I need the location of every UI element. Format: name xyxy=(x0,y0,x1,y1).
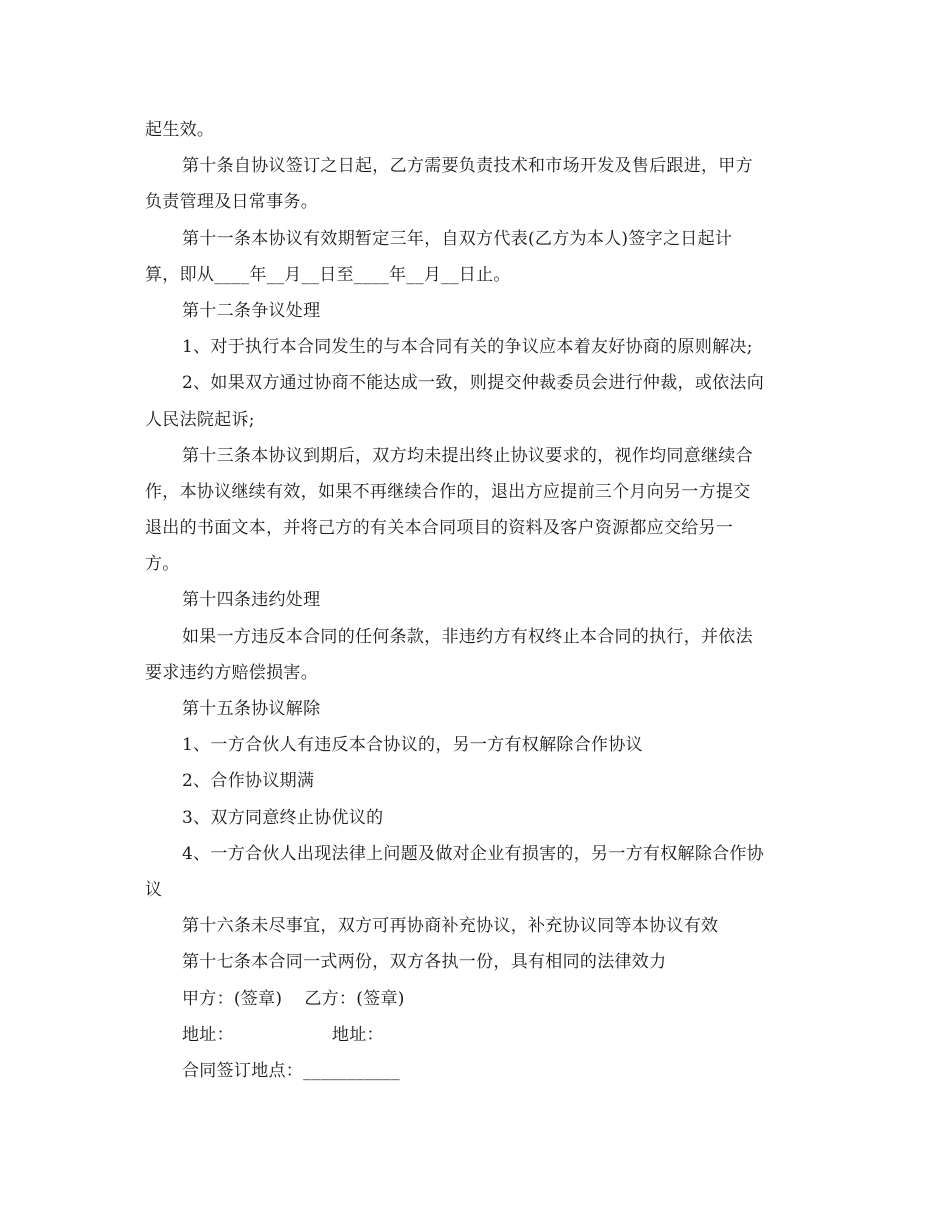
party-a-address: 地址： xyxy=(182,1024,234,1045)
text-line: 退出的书面文本，并将己方的有关本合同项目的资料及客户资源都应交给另一 xyxy=(145,518,734,539)
party-b-signature: 乙方：(签章) xyxy=(304,988,405,1009)
signing-place: 合同签订地点：___________ xyxy=(182,1060,400,1081)
text-line: 4、一方合伙人出现法律上问题及做对企业有损害的，另一方有权解除合作协 xyxy=(182,843,765,864)
text-line: 第十条自协议签订之日起，乙方需要负责技术和市场开发及售后跟进，甲方 xyxy=(182,156,753,177)
party-a-signature: 甲方：(签章) xyxy=(182,988,283,1009)
text-line: 起生效。 xyxy=(145,120,215,140)
text-line: 第十三条本协议到期后，双方均未提出终止协议要求的，视作均同意继续合 xyxy=(182,445,753,466)
signature-row xyxy=(145,981,815,1017)
section-heading: 第十四条违约处理 xyxy=(182,590,321,611)
text-line: 算，即从____年__月__日至____年__月__日止。 xyxy=(145,264,511,285)
text-line: 第十六条未尽事宜，双方可再协商补充协议，补充协议同等本协议有效 xyxy=(182,916,719,937)
section-heading: 第十五条协议解除 xyxy=(182,699,321,719)
text-line: 议 xyxy=(145,879,163,900)
text-line: 要求违约方赔偿损害。 xyxy=(145,662,318,683)
section-heading: 第十二条争议处理 xyxy=(182,300,321,321)
text-line: 第十一条本协议有效期暂定三年，自双方代表(乙方为本人)签字之日起计 xyxy=(182,228,733,249)
text-line: 人民法院起诉; xyxy=(145,409,255,430)
text-line: 2、如果双方通过协商不能达成一致，则提交仲裁委员会进行仲裁，或依法向 xyxy=(182,373,765,394)
address-row xyxy=(145,1017,815,1053)
text-line: 负责管理及日常事务。 xyxy=(145,192,318,213)
text-line: 如果一方违反本合同的任何条款，非违约方有权终止本合同的执行，并依法 xyxy=(182,626,753,647)
text-line: 第十七条本合同一式两份，双方各执一份，具有相同的法律效力 xyxy=(182,952,667,973)
text-line: 方。 xyxy=(145,554,180,575)
text-line: 作，本协议继续有效，如果不再继续合作的，退出方应提前三个月向另一方提交 xyxy=(145,481,751,502)
text-line: 2、合作协议期满 xyxy=(182,771,315,792)
text-line: 1、一方合伙人有违反本合协议的，另一方有权解除合作协议 xyxy=(182,735,643,756)
text-line: 3、双方同意终止协优议的 xyxy=(182,807,384,828)
party-b-address: 地址： xyxy=(331,1024,384,1045)
text-line: 1、对于执行本合同发生的与本合同有关的争议应本着友好协商的原则解决; xyxy=(182,337,753,358)
document-body xyxy=(145,112,815,1089)
